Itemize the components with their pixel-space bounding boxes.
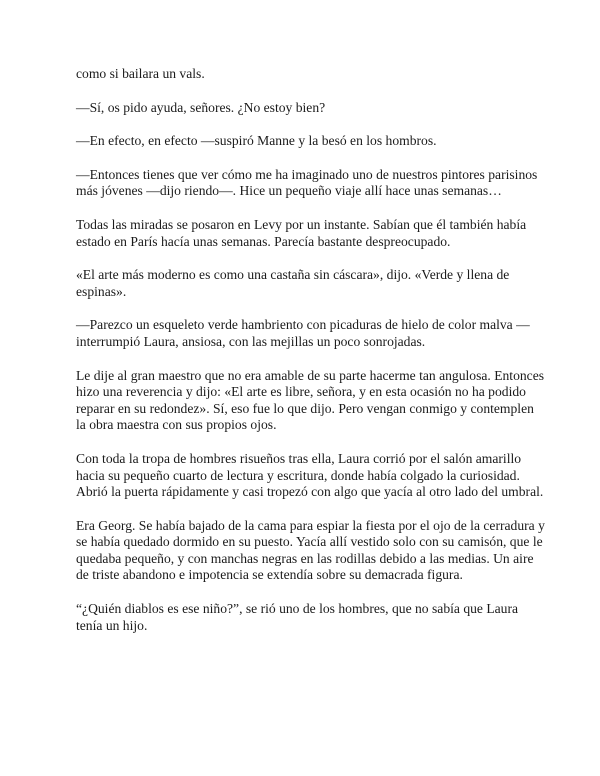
paragraph-11: “¿Quién diablos es ese niño?”, se rió uno de los hombres, que no sabía que Laura tenía un hijo.: [76, 601, 519, 633]
paragraph-8: Le dije al gran maestro que no era amable de su parte hacerme tan angulosa. Entonces hizo una reverencia y dijo: «El arte es libre, señora, y en esta ocasión no ha podido reparar en su redondez». Sí, eso fue lo que dijo. Pero vengan conmigo y contemplen la obra maestra con sus propios ojos.: [76, 367, 545, 433]
paragraph-4: —Entonces tienes que ver cómo me ha imaginado uno de nuestros pintores parisinos más jóvenes —dijo riendo—. Hice un pequeño viaje allí hace unas semanas…: [76, 166, 538, 199]
paragraph-2: —Sí, os pido ayuda, señores. ¿No estoy bien?: [76, 99, 326, 115]
paragraph-5: Todas las miradas se posaron en Levy por un instante. Sabían que él también había estado en París hacía unas semanas. Parecía bastante despreocupado.: [76, 216, 527, 249]
paragraph-1: como si bailara un vals.: [76, 66, 205, 81]
paragraph-7: —Parezco un esqueleto verde hambriento con picaduras de hielo de color malva —interrumpió Laura, ansiosa, con las mejillas un poco sonrojadas.: [76, 317, 530, 349]
paragraph-9: Con toda la tropa de hombres risueños tras ella, Laura corrió por el salón amarillo hacia su pequeño cuarto de lectura y escritura, donde había colgado la curiosidad. Abrió la puerta rápidamente y casi tropezó con algo que yacía al otro lado del umbral.: [76, 450, 544, 500]
paragraph-6: «El arte más moderno es como una castaña sin cáscara», dijo. «Verde y llena de espinas».: [76, 267, 510, 299]
paragraph-10: Era Georg. Se había bajado de la cama para espiar la fiesta por el ojo de la cerradura y se había quedado dormido en su puesto. Yacía allí vestido solo con su camisón, que le quedaba pequeño, y con manchas negras en las rodillas debido a las medias. Un aire de triste abandono e impotencia se extendía sobre su demacrada figura.: [76, 517, 545, 583]
paragraph-3: —En efecto, en efecto —suspiró Manne y la besó en los hombros.: [76, 133, 437, 149]
document-page: [76, 66, 546, 651]
